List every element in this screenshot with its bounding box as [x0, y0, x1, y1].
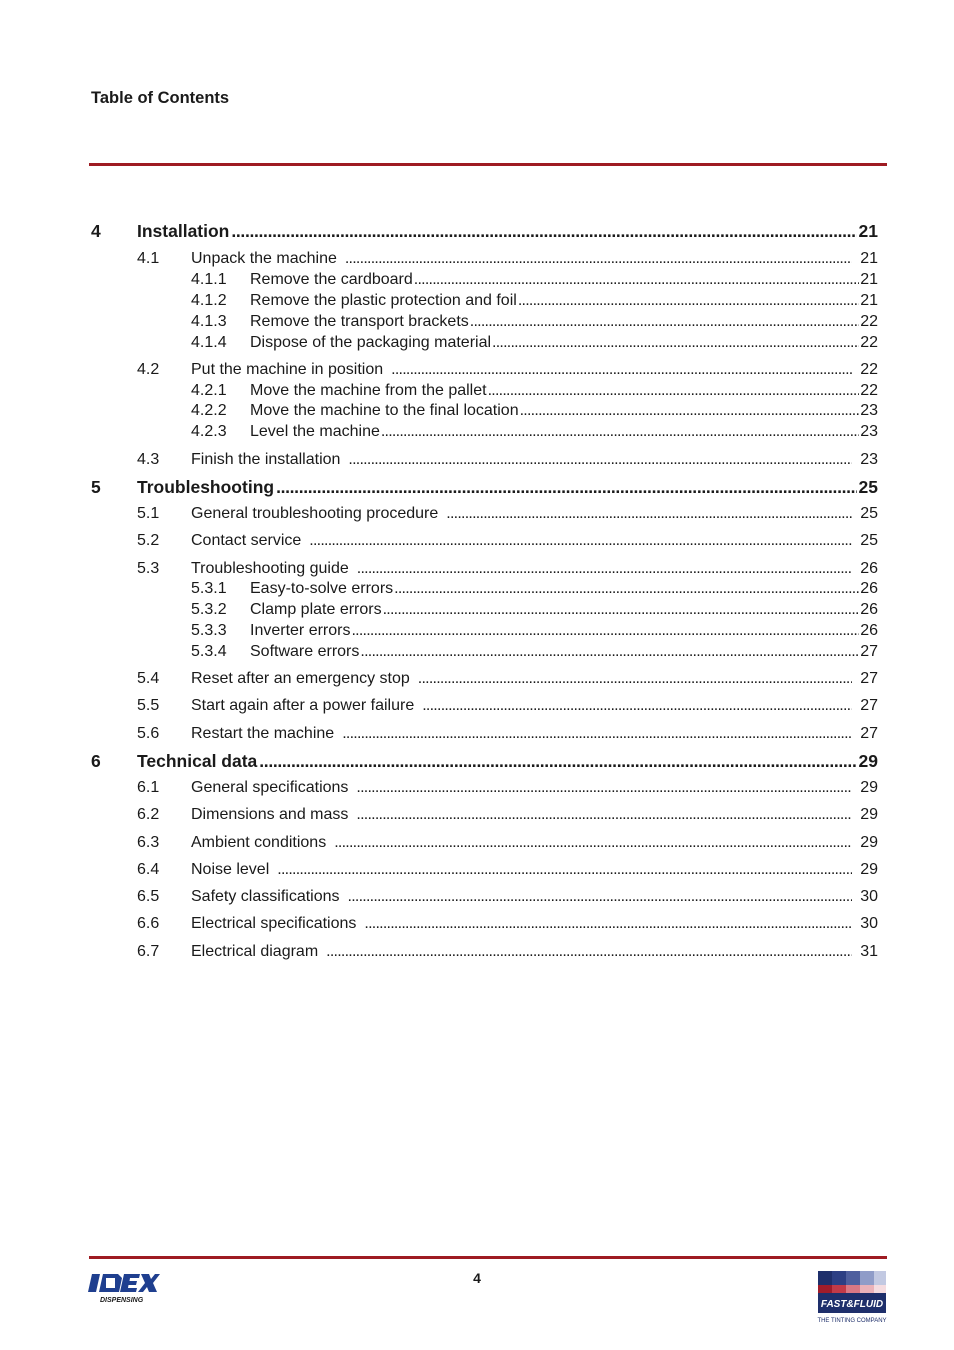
- toc-entry-title: Troubleshooting: [137, 477, 275, 497]
- toc-entry-leader: [342, 725, 852, 743]
- toc-entry-page: 29: [858, 751, 878, 771]
- toc-entry-title: Level the machine: [250, 423, 380, 440]
- toc-entry-number: 4.1.1: [191, 271, 227, 288]
- toc-entry-number: 4.1.3: [191, 313, 227, 330]
- toc-entry-number: 5.2: [137, 532, 160, 549]
- toc-entry-number: 4.2.3: [191, 423, 227, 440]
- toc-entry-leader: [520, 402, 860, 420]
- toc-entry-leader: [364, 915, 852, 933]
- toc-entry-title: Clamp plate errors: [250, 601, 382, 618]
- toc-entry-leader: [309, 532, 852, 550]
- toc-entry-number: 5.6: [137, 725, 160, 742]
- toc-entry-page: 26: [860, 580, 878, 597]
- toc-entry-title: Troubleshooting guide: [191, 560, 349, 577]
- toc-entry-leader: [276, 477, 856, 498]
- toc-entry-title: Finish the installation: [191, 451, 341, 468]
- toc-entry-page: 27: [860, 643, 878, 660]
- toc-entry-page: 29: [860, 806, 878, 823]
- toc-entry-number: 5.3: [137, 560, 160, 577]
- toc-entry-title: Contact service: [191, 532, 302, 549]
- toc-entry-number: 6.3: [137, 834, 160, 851]
- toc-entry-leader: [418, 670, 852, 688]
- toc-entry-title: Electrical specifications: [191, 915, 357, 932]
- toc-entry-number: 4.3: [137, 451, 160, 468]
- fast-and-fluid-logo: [816, 1271, 888, 1330]
- toc-entry-leader: [231, 221, 856, 242]
- toc-entry-title: Move the machine from the pallet: [250, 382, 487, 399]
- toc-entry-number: 4.2.2: [191, 402, 227, 419]
- toc-entry-number: 5.5: [137, 697, 160, 714]
- toc-entry-page: 21: [860, 271, 878, 288]
- toc-entry-leader: [356, 779, 852, 797]
- toc-entry-page: 30: [860, 915, 878, 932]
- toc-entry-leader: [348, 888, 853, 906]
- toc-entry-number: 6: [91, 751, 101, 771]
- toc-entry-page: 27: [860, 697, 878, 714]
- toc-entry-leader: [422, 697, 852, 715]
- toc-entry-number: 4.1.2: [191, 292, 227, 309]
- toc-entry-title: Software errors: [250, 643, 360, 660]
- toc-entry-title: Start again after a power failure: [191, 697, 415, 714]
- toc-entry-page: 22: [860, 334, 878, 351]
- toc-entry-page: 22: [860, 361, 878, 378]
- toc-entry-title: Safety classifications: [191, 888, 340, 905]
- toc-entry-page: 26: [860, 601, 878, 618]
- toc-entry-leader: [360, 643, 859, 661]
- toc-entry-leader: [348, 451, 852, 469]
- toc-entry-leader: [345, 250, 852, 268]
- toc-entry-leader: [492, 334, 859, 352]
- footer-rule: [89, 1256, 887, 1259]
- toc-entry-page: 30: [860, 888, 878, 905]
- toc-entry-number: 6.1: [137, 779, 160, 796]
- toc-entry-page: 29: [860, 861, 878, 878]
- toc-entry-title: General specifications: [191, 779, 349, 796]
- toc-entry-page: 25: [858, 477, 878, 497]
- toc-entry-title: Ambient conditions: [191, 834, 327, 851]
- toc-entry-number: 6.2: [137, 806, 160, 823]
- toc-entry-title: Restart the machine: [191, 725, 335, 742]
- toc-entry-page: 23: [860, 402, 878, 419]
- fast-and-fluid-logo-name: FAST&FLUID: [820, 1299, 884, 1310]
- toc-entry-leader: [277, 861, 852, 879]
- toc-entry-title: Dimensions and mass: [191, 806, 349, 823]
- toc-entry-title: Put the machine in position: [191, 361, 384, 378]
- toc-entry-title: Unpack the machine: [191, 250, 337, 267]
- toc-entry-leader: [356, 806, 852, 824]
- toc-entry-title: Remove the cardboard: [250, 271, 413, 288]
- toc-entry-number: 5.3.2: [191, 601, 227, 618]
- toc-entry-number: 5.1: [137, 505, 160, 522]
- toc-entry-title: Reset after an emergency stop: [191, 670, 410, 687]
- toc-entry-leader: [488, 382, 860, 400]
- toc-entry-page: 27: [860, 725, 878, 742]
- toc-entry-page: 21: [858, 221, 878, 241]
- toc-entry-leader: [470, 313, 859, 331]
- toc-entry-title: General troubleshooting procedure: [191, 505, 439, 522]
- idex-logo-tagline: DISPENSING: [100, 1297, 144, 1304]
- toc-entry-page: 23: [860, 423, 878, 440]
- toc-entry-leader: [446, 505, 852, 523]
- toc-entry-number: 6.7: [137, 943, 160, 960]
- toc-entry-number: 5.3.3: [191, 622, 227, 639]
- toc-entry-number: 4.2.1: [191, 382, 227, 399]
- toc-entry-number: 4.1.4: [191, 334, 227, 351]
- toc-entry-number: 5.4: [137, 670, 160, 687]
- toc-entry-leader: [391, 361, 852, 379]
- toc-entry-number: 6.6: [137, 915, 160, 932]
- toc-entry-leader: [381, 423, 859, 441]
- toc-entry-page: 21: [860, 292, 878, 309]
- toc-entry-number: 6.4: [137, 861, 160, 878]
- toc-entry-leader: [326, 943, 852, 961]
- toc-entry-page: 21: [860, 250, 878, 267]
- toc-entry-title: Dispose of the packaging material: [250, 334, 492, 351]
- page-title: Table of Contents: [91, 89, 230, 107]
- toc-entry-page: 23: [860, 451, 878, 468]
- toc-entry-page: 31: [860, 943, 878, 960]
- toc-entry-number: 6.5: [137, 888, 160, 905]
- toc-entry-number: 4: [91, 221, 101, 241]
- toc-entry-page: 29: [860, 834, 878, 851]
- page-number: 4: [473, 1270, 481, 1286]
- toc-entry-page: 29: [860, 779, 878, 796]
- toc-entry-page: 26: [860, 560, 878, 577]
- fast-and-fluid-logo-tagline: THE TINTING COMPANY: [817, 1318, 887, 1324]
- toc-entry-number: 5.3.4: [191, 643, 227, 660]
- toc-entry-leader: [334, 834, 852, 852]
- toc-entry-title: Easy-to-solve errors: [250, 580, 394, 597]
- toc-entry-leader: [518, 292, 859, 310]
- toc-entry-number: 4.1: [137, 250, 160, 267]
- toc-entry-leader: [357, 560, 852, 578]
- toc-entry-number: 4.2: [137, 361, 160, 378]
- toc-entry-page: 26: [860, 622, 878, 639]
- toc-entry-title: Remove the transport brackets: [250, 313, 469, 330]
- toc-entry-leader: [383, 601, 860, 619]
- toc-entry-leader: [414, 271, 859, 289]
- toc-entry-title: Remove the plastic protection and foil: [250, 292, 517, 309]
- toc-entry-page: 27: [860, 670, 878, 687]
- toc-entry-title: Installation: [137, 221, 230, 241]
- toc-entry-page: 25: [860, 532, 878, 549]
- toc-entry-leader: [351, 622, 859, 640]
- toc-entry-page: 22: [860, 313, 878, 330]
- toc-entry-title: Inverter errors: [250, 622, 351, 639]
- toc-entry-page: 25: [860, 505, 878, 522]
- toc-entry-page: 22: [860, 382, 878, 399]
- toc-entry-title: Move the machine to the final location: [250, 402, 519, 419]
- toc-entry-title: Technical data: [137, 751, 258, 771]
- toc-entry-leader: [394, 580, 859, 598]
- toc-entry-number: 5: [91, 477, 101, 497]
- toc-entry-title: Noise level: [191, 861, 270, 878]
- toc-entry-title: Electrical diagram: [191, 943, 319, 960]
- toc-entry-leader: [259, 751, 856, 772]
- toc-entry-number: 5.3.1: [191, 580, 227, 597]
